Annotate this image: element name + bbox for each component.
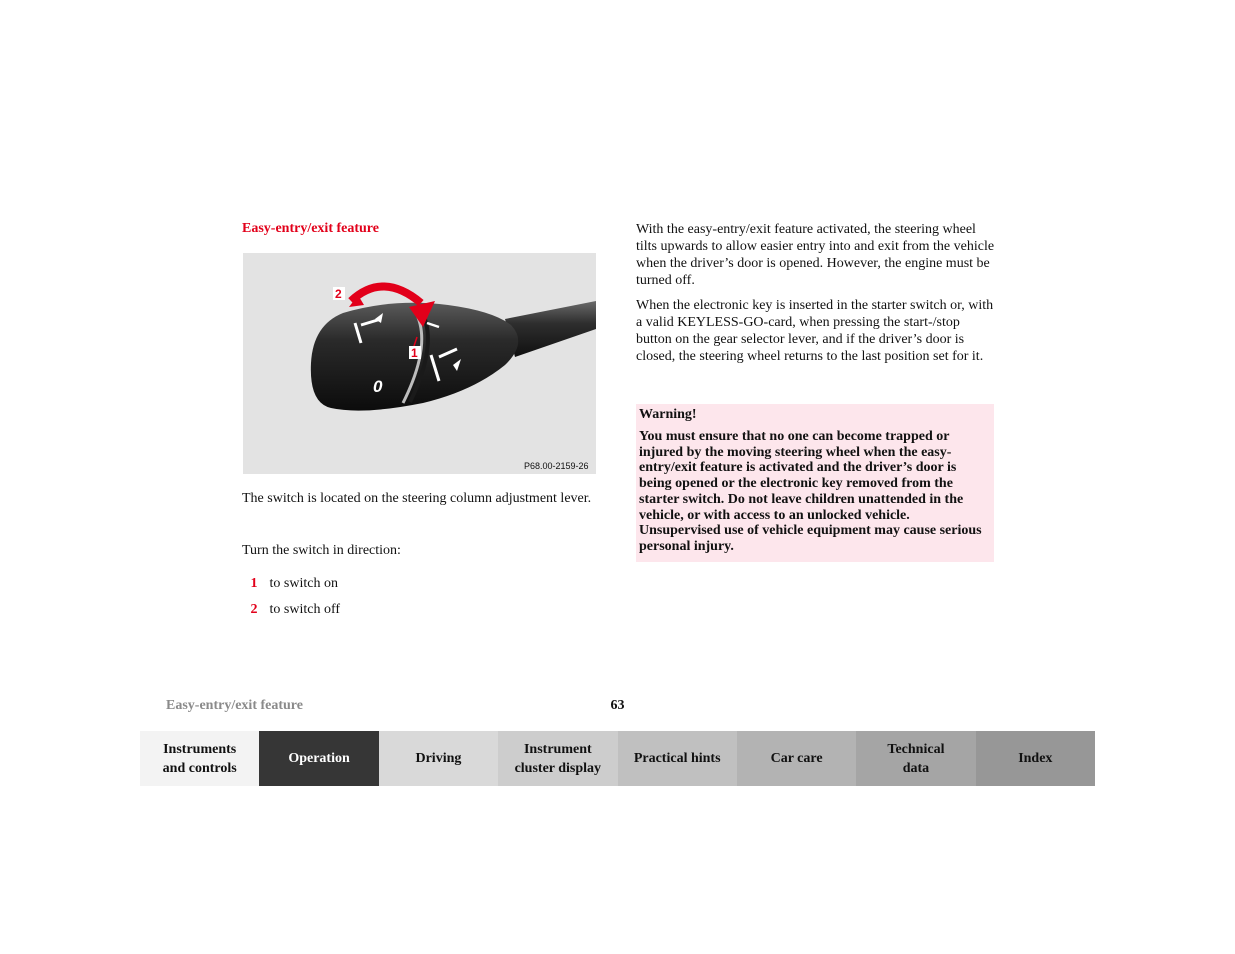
steering-column-lever-figure bbox=[243, 253, 596, 474]
page-number: 63 bbox=[610, 698, 625, 713]
list-item-text: to switch off bbox=[269, 602, 341, 617]
callout-2: 2 bbox=[335, 287, 342, 301]
tab-car-care[interactable]: Car care bbox=[737, 731, 856, 786]
lever-illustration bbox=[243, 253, 596, 474]
rotation-arrow bbox=[351, 286, 421, 303]
list-item bbox=[242, 575, 338, 592]
switch-location-text: The switch is located on the steering column adjustment lever. bbox=[242, 491, 592, 506]
warning-box bbox=[636, 404, 994, 562]
feature-description-text: With the easy-entry/exit feature activated, the steering wheel tilts upwards to allow easier entry into and exit from the vehicle when the driver’s door is opened. However, the engine must be turned off. bbox=[636, 222, 995, 288]
warning-text: You must ensure that no one can become trapped or injured by the moving steering wheel when the easy-entry/exit feature is activated and the driver’s door is being opened or the electronic key removed from the starter switch. Do not leave children unattended in the vehicle, or with access to an unlocked vehicle. Unsupervised use of vehicle equipment may cause serious personal injury. bbox=[639, 429, 982, 554]
tab-technical-data[interactable]: Technical data bbox=[856, 731, 975, 786]
tab-instrument-cluster-display[interactable]: Instrument cluster display bbox=[498, 731, 617, 786]
footer-section-title: Easy-entry/exit feature bbox=[166, 698, 303, 713]
chapter-navigation bbox=[140, 731, 1095, 786]
warning-title: Warning! bbox=[639, 407, 697, 422]
tab-practical-hints[interactable]: Practical hints bbox=[618, 731, 737, 786]
switch-zero-label: 0 bbox=[373, 377, 383, 396]
section-title: Easy-entry/exit feature bbox=[242, 221, 379, 236]
return-position-text: When the electronic key is inserted in the starter switch or, with a valid KEYLESS-GO-card, when pressing the start-/stop button on the gear selector lever, and if the driver’s door is closed, the steering wheel returns to the last position set for it. bbox=[636, 298, 994, 364]
turn-direction-text: Turn the switch in direction: bbox=[242, 543, 401, 558]
lever-shaft bbox=[505, 301, 596, 357]
list-item-number: 2 bbox=[250, 602, 258, 617]
list-item bbox=[242, 601, 340, 618]
tab-instruments-and-controls[interactable]: Instruments and controls bbox=[140, 731, 259, 786]
tab-driving[interactable]: Driving bbox=[379, 731, 498, 786]
tab-index[interactable]: Index bbox=[976, 731, 1095, 786]
list-item-text: to switch on bbox=[269, 576, 338, 591]
tab-operation[interactable]: Operation bbox=[259, 731, 378, 786]
callout-1: 1 bbox=[411, 346, 418, 360]
figure-code: P68.00-2159-26 bbox=[524, 461, 589, 471]
list-item-number: 1 bbox=[250, 576, 258, 591]
